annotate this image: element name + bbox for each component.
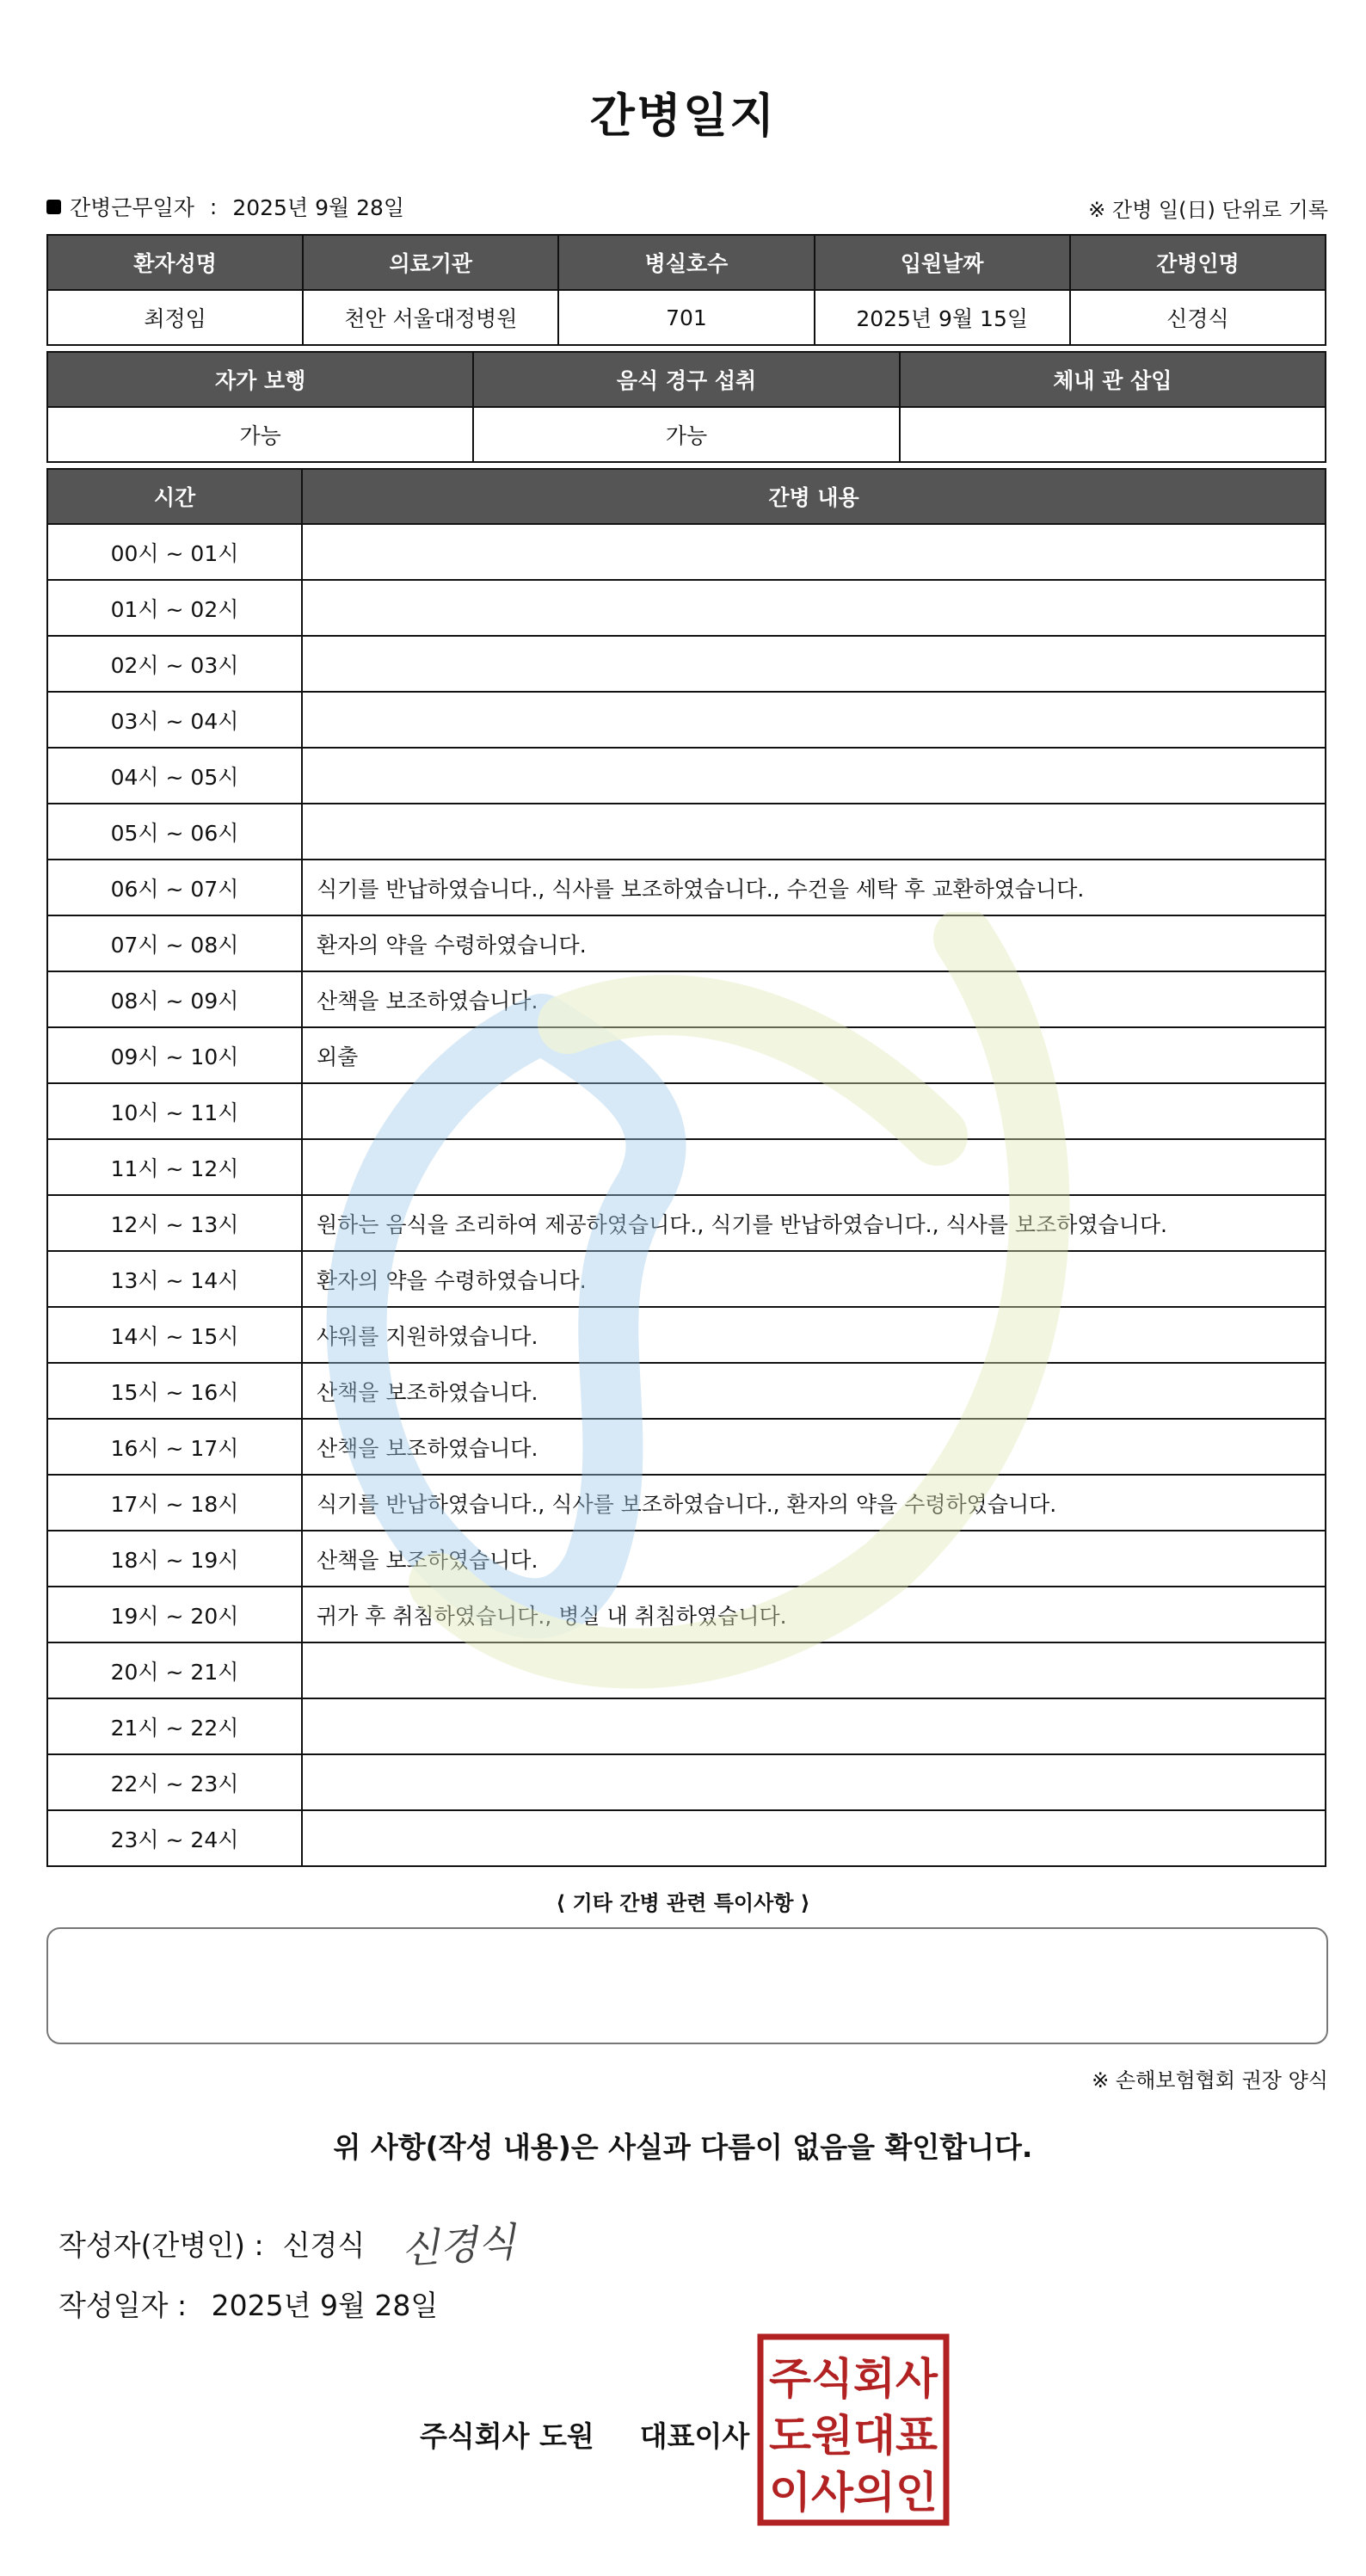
admission-date: 2025년 9월 15일 — [815, 290, 1070, 345]
care-log-content: 외출 — [302, 1027, 1326, 1083]
patient-name: 최정임 — [47, 290, 303, 345]
company-representative-title: 대표이사 — [639, 2419, 750, 2453]
care-log-row — [47, 1698, 1326, 1754]
care-log-content: 원하는 음식을 조리하여 제공하였습니다., 식기를 반납하였습니다., 식사를 보조하였습니다. — [302, 1195, 1326, 1251]
care-log-header-row — [47, 469, 1326, 524]
care-log-content — [302, 1754, 1326, 1810]
header-hospital: 의료기관 — [303, 235, 558, 290]
header-oral-intake: 음식 경구 섭취 — [473, 352, 899, 407]
care-log-content: 산책을 보조하였습니다. — [302, 971, 1326, 1027]
patient-status-value-row — [47, 407, 1326, 462]
care-log-row — [47, 580, 1326, 636]
remarks-box — [46, 1927, 1328, 2044]
header-self-walking: 자가 보행 — [47, 352, 473, 407]
care-log-content: 산책을 보조하였습니다. — [302, 1363, 1326, 1419]
care-log-time: 12시 ~ 13시 — [47, 1195, 302, 1251]
writer-label: 작성자(간병인) : — [58, 2228, 264, 2262]
care-log-row — [47, 636, 1326, 692]
patient-status-table — [46, 351, 1326, 463]
care-log-row — [47, 692, 1326, 748]
care-log-content: 샤워를 지원하였습니다. — [302, 1307, 1326, 1363]
care-log-time: 16시 ~ 17시 — [47, 1419, 302, 1475]
care-log-content: 산책을 보조하였습니다. — [302, 1531, 1326, 1587]
care-log-row — [47, 1083, 1326, 1139]
care-log-row — [47, 524, 1326, 580]
care-log-time: 14시 ~ 15시 — [47, 1307, 302, 1363]
care-log-time: 05시 ~ 06시 — [47, 804, 302, 860]
care-log-content — [302, 524, 1326, 580]
care-log-content — [302, 748, 1326, 804]
care-log-time: 02시 ~ 03시 — [47, 636, 302, 692]
company-seal-stamp — [757, 2333, 950, 2526]
care-log-row — [47, 1027, 1326, 1083]
writer-signature: 신경식 — [399, 2218, 518, 2273]
header-patient-name: 환자성명 — [47, 235, 303, 290]
care-log-row — [47, 1754, 1326, 1810]
care-log-time: 13시 ~ 14시 — [47, 1251, 302, 1307]
care-log-time: 17시 ~ 18시 — [47, 1475, 302, 1531]
care-log-row — [47, 1810, 1326, 1866]
header-tube-insertion: 체내 관 삽입 — [900, 352, 1326, 407]
hospital: 천안 서울대정병원 — [303, 290, 558, 345]
care-log-time: 09시 ~ 10시 — [47, 1027, 302, 1083]
care-log-row — [47, 971, 1326, 1027]
care-log-body — [47, 524, 1326, 1866]
care-log-time: 00시 ~ 01시 — [47, 524, 302, 580]
care-log-content: 환자의 약을 수령하였습니다. — [302, 915, 1326, 971]
tube-insertion — [900, 407, 1326, 462]
header-care-content: 간병 내용 — [302, 469, 1326, 524]
company-line — [420, 2414, 749, 2455]
patient-info-table — [46, 234, 1326, 346]
seal-line: 도원대표 — [769, 2411, 938, 2461]
written-date-value: 2025년 9월 28일 — [211, 2289, 439, 2322]
care-log-content: 환자의 약을 수령하였습니다. — [302, 1251, 1326, 1307]
patient-info-header-row — [47, 235, 1326, 290]
page-title: 간병일지 — [589, 89, 777, 143]
care-log-time: 04시 ~ 05시 — [47, 748, 302, 804]
care-log-content — [302, 1642, 1326, 1698]
care-log-time: 23시 ~ 24시 — [47, 1810, 302, 1866]
seal-line: 주식회사 — [769, 2354, 938, 2404]
patient-info-value-row — [47, 290, 1326, 345]
care-log-content — [302, 1083, 1326, 1139]
care-log-content — [302, 692, 1326, 748]
care-log-content — [302, 1698, 1326, 1754]
care-log-row — [47, 915, 1326, 971]
confirmation-statement: 위 사항(작성 내용)은 사실과 다름이 없음을 확인합니다. — [333, 2130, 1033, 2164]
care-log-row — [47, 1475, 1326, 1531]
care-log-row — [47, 1307, 1326, 1363]
patient-status-header-row — [47, 352, 1326, 407]
work-date-separator: : — [209, 194, 218, 219]
care-log-time: 03시 ~ 04시 — [47, 692, 302, 748]
care-log-content — [302, 636, 1326, 692]
header-time: 시간 — [47, 469, 302, 524]
care-log-row — [47, 1195, 1326, 1251]
care-log-time: 07시 ~ 08시 — [47, 915, 302, 971]
care-log-row — [47, 1587, 1326, 1642]
care-log-time: 18시 ~ 19시 — [47, 1531, 302, 1587]
care-log-content: 산책을 보조하였습니다. — [302, 1419, 1326, 1475]
header-admission-date: 입원날짜 — [815, 235, 1070, 290]
care-log-time: 08시 ~ 09시 — [47, 971, 302, 1027]
written-date-label: 작성일자 : — [58, 2289, 188, 2322]
care-log-time: 19시 ~ 20시 — [47, 1587, 302, 1642]
oral-intake: 가능 — [473, 407, 899, 462]
care-log-row — [47, 1531, 1326, 1587]
care-log-row — [47, 1363, 1326, 1419]
work-date-line — [46, 191, 404, 222]
seal-line: 이사의인 — [769, 2468, 938, 2517]
room-number: 701 — [558, 290, 814, 345]
caregiver-name: 신경식 — [1070, 290, 1326, 345]
record-unit-note: ※ 간병 일(日) 단위로 기록 — [1088, 198, 1328, 222]
care-log-content: 식기를 반납하였습니다., 식사를 보조하였습니다., 수건을 세탁 후 교환하였습니다. — [302, 860, 1326, 915]
self-walking: 가능 — [47, 407, 473, 462]
writer-line — [58, 2215, 516, 2271]
care-log-time: 10시 ~ 11시 — [47, 1083, 302, 1139]
recommendation-note: ※ 손해보험협회 권장 양식 — [1092, 2068, 1328, 2092]
square-bullet-icon — [46, 200, 61, 214]
care-log-row — [47, 1139, 1326, 1195]
care-log-content: 식기를 반납하였습니다., 식사를 보조하였습니다., 환자의 약을 수령하였습니다. — [302, 1475, 1326, 1531]
header-room-number: 병실호수 — [558, 235, 814, 290]
care-log-content — [302, 580, 1326, 636]
written-date-line — [58, 2283, 438, 2324]
care-log-time: 21시 ~ 22시 — [47, 1698, 302, 1754]
care-log-table — [46, 468, 1326, 1867]
care-log-content: 귀가 후 취침하였습니다., 병실 내 취침하였습니다. — [302, 1587, 1326, 1642]
care-log-content — [302, 1139, 1326, 1195]
care-log-row — [47, 860, 1326, 915]
writer-name: 신경식 — [282, 2228, 366, 2262]
care-log-time: 11시 ~ 12시 — [47, 1139, 302, 1195]
care-log-content — [302, 1810, 1326, 1866]
care-log-content — [302, 804, 1326, 860]
care-log-row — [47, 1419, 1326, 1475]
care-log-row — [47, 1251, 1326, 1307]
care-log-row — [47, 748, 1326, 804]
care-log-time: 20시 ~ 21시 — [47, 1642, 302, 1698]
care-log-row — [47, 804, 1326, 860]
work-date-value: 2025년 9월 28일 — [232, 195, 405, 220]
care-log-time: 15시 ~ 16시 — [47, 1363, 302, 1419]
company-name: 주식회사 도원 — [420, 2419, 594, 2453]
care-log-time: 06시 ~ 07시 — [47, 860, 302, 915]
remarks-title: ⟨ 기타 간병 관련 특이사항 ⟩ — [556, 1891, 810, 1915]
work-date-label: 간병근무일자 — [70, 195, 194, 220]
care-log-row — [47, 1642, 1326, 1698]
care-log-time: 22시 ~ 23시 — [47, 1754, 302, 1810]
care-log-time: 01시 ~ 02시 — [47, 580, 302, 636]
header-caregiver-name: 간병인명 — [1070, 235, 1326, 290]
